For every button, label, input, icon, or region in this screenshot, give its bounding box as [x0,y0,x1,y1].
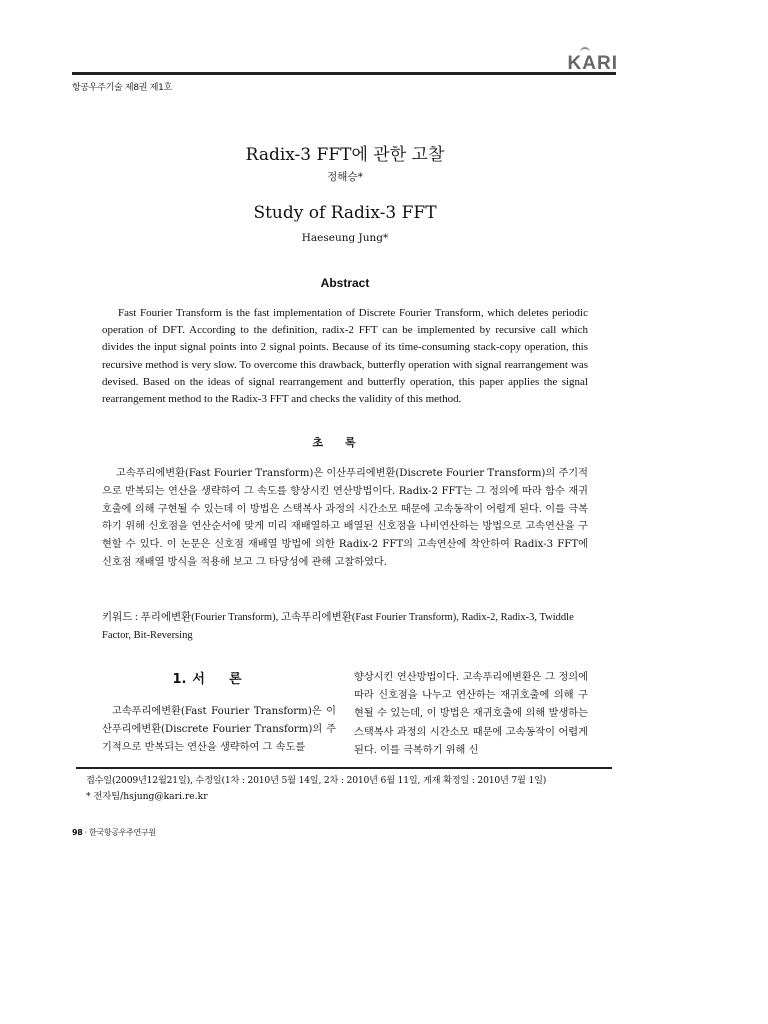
summary-heading: 초록 [312,436,378,449]
korean-title: Radix-3 FFT에 관한 고찰 [245,145,445,165]
logo-text: KARI [567,53,618,74]
korean-author: 정해승* [327,171,363,183]
institute-name: · 한국항공우주연구원 [84,828,156,837]
page-number: 98 [72,828,83,837]
body-column-right: 향상시킨 연산방법이다. 고속푸리에변환은 그 정의에 따라 신호점을 나누고 연산하는 재귀호출에 의해 구현될 수 있는데, 이 방법은 재귀호출에 의해 발생하는 스택복사 과정의 시간소모 때문에 고속동작이 어렵게 된다. 이를 극복하기 위해 신 [354,672,588,756]
english-author: Haeseung Jung* [301,232,389,244]
footnote-dates: 접수일(2009년12월21일), 수정일(1차 : 2010년 5월 14일, 2차 : 2010년 6월 11일, 게재 확정일 : 2010년 7월 1일) [86,775,547,786]
kari-logo [568,53,618,75]
page-footer [72,827,156,838]
footnote-rule [76,767,612,769]
section-number: 1. [172,672,187,687]
keywords: 키워드 : 푸리에변환(Fourier Transform), 고속푸리에변환(Fast Fourier Transform), Radix-2, Radix-3, Twiddle Factor, Bit-Reversing [102,612,574,641]
abstract-heading: Abstract [320,276,370,290]
logo-arc-icon [580,47,590,55]
footnote-email: * 전자팀/hsjung@kari.re.kr [86,791,208,802]
body-column-left: 고속푸리에변환(Fast Fourier Transform)은 이산푸리에변환(Discrete Fourier Transform)의 주기적으로 반복되는 연산을 생략하여 그 속도를 [102,706,336,754]
header-rule [72,72,616,75]
english-title: Study of Radix-3 FFT [253,203,437,223]
journal-reference: 항공우주기술 제8권 제1호 [72,83,172,93]
section-heading [102,668,336,687]
summary-body: 고속푸리에변환(Fast Fourier Transform)은 이산푸리에변환(Discrete Fourier Transform)의 주기적으로 반복되는 연산을 생략하여 그 속도를 향상시킨 연산방법이다. Radix-2 FFT는 그 정의에 따라 함수 재귀호출에 의해 구현될 수 있는데 이 방법은 스택복사 과정의 시간소모 때문에 고속동작이 어렵게 된다. 이를 극복하기 위해 신호점을 연산순서에 맞게 미리 재배열하고 배열된 신호점을 나비연산하는 방법으로 고속연산을 구현할 수 있다. 이 논문은 신호점 재배열 방법에 의한 Radix-2 FFT의 고속연산에 착안하여 Radix-3 FFT에 신호점 재배열 방식을 적용해 보고 그 타당성에 관해 고찰하였다. [102,468,588,568]
abstract-body: Fast Fourier Transform is the fast implementation of Discrete Fourier Transform, which deletes periodic operation of DFT. According to the definition, radix-2 FFT can be implemented by recursive call which divides the input signal points into 2 signal points. Because of its time-consuming stack-copy operation, this recursive method is very slow. To overcome this drawback, butterfly operation with signal rearrangement was devised. Based on the ideas of signal rearrangement and butterfly operation, this paper applies the signal rearrangement method to the Radix-3 FFT and checks the validity of this method. [102,307,588,406]
section-title: 서론 [192,672,266,687]
